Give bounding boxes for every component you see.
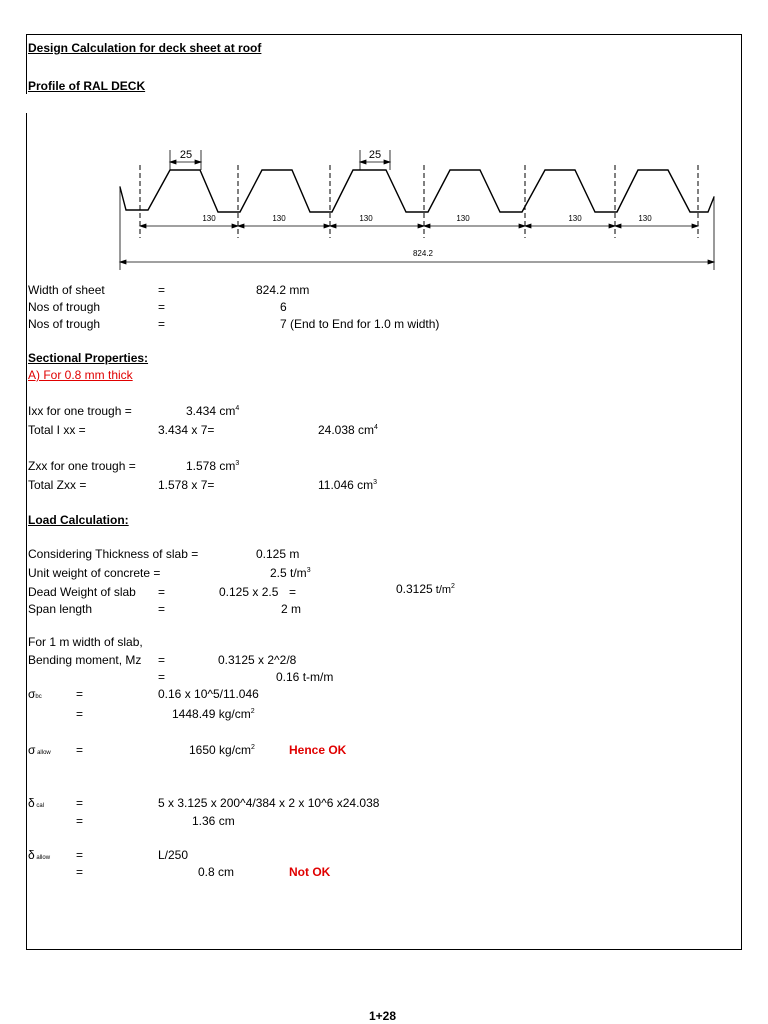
total-zxx-value: 11.046 $cm^3$ xyxy=(318,478,378,492)
zxx-label: Zxx for one trough = xyxy=(28,459,136,473)
deck-profile-diagram xyxy=(112,140,722,275)
pitch-label-3: 130 xyxy=(359,214,373,223)
delta-cal-eq2: = xyxy=(76,814,84,828)
unit-weight-value: 2.5 $t/m^3$ xyxy=(270,566,311,580)
delta-allow-eq2: = xyxy=(76,865,84,879)
nos-of-trough-end-eq: = xyxy=(158,317,166,331)
bending-moment-label: Bending moment, Mz xyxy=(28,653,142,667)
total-ixx-value: 24.038 $cm^4$ xyxy=(318,423,378,437)
pitch-label-6: 130 xyxy=(638,214,652,223)
top-width-dimensions xyxy=(170,150,390,170)
pitch-label-1: 130 xyxy=(202,214,216,223)
delta-cal-value: 1.36 cm xyxy=(192,814,235,828)
frame-right-border xyxy=(741,34,742,949)
delta-allow-symbol: δ allow xyxy=(28,848,51,862)
delta-allow-value: 0.8 cm xyxy=(198,865,235,879)
nos-of-trough-label: Nos of trough xyxy=(28,300,101,314)
delta-cal-expr: 5 x 3.125 x 200^4/384 x 2 x 10^6 x24.038 xyxy=(158,796,380,810)
frame-top-border xyxy=(26,34,742,35)
sigma-bc-eq2: = xyxy=(76,707,84,721)
span-length-label: Span length xyxy=(28,602,93,616)
ixx-label: Ixx for one trough = xyxy=(28,404,132,418)
sigma-allow-eq: = xyxy=(76,743,84,757)
bending-moment-eq: = xyxy=(158,653,166,667)
delta-allow-expr: L/250 xyxy=(158,848,189,862)
span-length-eq: = xyxy=(158,602,166,616)
page-number: 1+28 xyxy=(369,1009,397,1023)
total-ixx-expr: 3.434 x 7= xyxy=(158,423,215,437)
nos-of-trough-end-label: Nos of trough xyxy=(28,317,101,331)
nos-of-trough-end-value: 7 (End to End for 1.0 m width) xyxy=(280,317,440,331)
dead-weight-eq: = xyxy=(158,585,166,599)
slab-thickness-label: Considering Thickness of slab = xyxy=(28,547,199,561)
deck-profile-outline xyxy=(120,170,714,212)
width-of-sheet-label: Width of sheet xyxy=(28,283,105,297)
sigma-allow-value: 1650 $kg/cm^2$ xyxy=(189,743,255,757)
overall-width-label: 824.2 xyxy=(412,249,434,258)
total-ixx-label: Total I xx = xyxy=(28,423,86,437)
sectional-heading: Sectional Properties: xyxy=(28,351,149,365)
bending-moment-expr: 0.3125 x 2^2/8 xyxy=(218,653,297,667)
load-heading: Load Calculation: xyxy=(28,513,129,527)
nos-of-trough-eq: = xyxy=(158,300,166,314)
zxx-value: 1.578 $cm^3$ xyxy=(186,459,240,473)
page-title: Design Calculation for deck sheet at roof xyxy=(28,41,262,55)
sigma-bc-value: 1448.49 $kg/cm^2$ xyxy=(172,707,255,721)
sigma-bc-expr: 0.16 x 10^5/11.046 xyxy=(158,687,259,701)
nos-of-trough-value: 6 xyxy=(280,300,287,314)
pitch-dimensions xyxy=(140,224,698,228)
span-length-value: 2 m xyxy=(281,602,302,616)
sigma-bc-symbol: σbc xyxy=(28,687,42,701)
slab-width-note: For 1 m width of slab, xyxy=(28,635,143,649)
total-zxx-label: Total Zxx = xyxy=(28,478,87,492)
top-width-label-1: 25 xyxy=(179,149,193,161)
pitch-label-4: 130 xyxy=(456,214,470,223)
frame-left-border-top xyxy=(26,34,27,94)
bending-moment-eq2: = xyxy=(158,670,166,684)
width-of-sheet-value: 824.2 mm xyxy=(256,283,310,297)
sigma-allow-symbol: σ allow xyxy=(28,743,51,757)
pitch-label-5: 130 xyxy=(568,214,582,223)
ixx-value: 3.434 $cm^4$ xyxy=(186,404,240,418)
pitch-label-2: 130 xyxy=(272,214,286,223)
frame-bottom-border xyxy=(26,949,742,950)
top-width-label-2: 25 xyxy=(368,149,382,161)
sigma-bc-eq: = xyxy=(76,687,84,701)
total-zxx-expr: 1.578 x 7= xyxy=(158,478,215,492)
dead-weight-eq2: = xyxy=(289,585,297,599)
thickness-case: A) For 0.8 mm thick xyxy=(28,368,133,382)
unit-weight-label: Unit weight of concrete = xyxy=(28,566,161,580)
dead-weight-value: 0.3125 $t/m^2$ xyxy=(396,582,455,596)
profile-title: Profile of RAL DECK xyxy=(28,79,146,93)
stress-check-result: Hence OK xyxy=(289,743,347,757)
delta-cal-symbol: δ cal xyxy=(28,796,45,810)
frame-left-border xyxy=(26,113,27,949)
bending-moment-value: 0.16 t-m/m xyxy=(276,670,334,684)
width-of-sheet-eq: = xyxy=(158,283,166,297)
delta-allow-eq: = xyxy=(76,848,84,862)
delta-cal-eq: = xyxy=(76,796,84,810)
dead-weight-label: Dead Weight of slab xyxy=(28,585,136,599)
deflection-check-result: Not OK xyxy=(289,865,331,879)
slab-thickness-value: 0.125 m xyxy=(256,547,300,561)
dead-weight-expr: 0.125 x 2.5 xyxy=(219,585,279,599)
